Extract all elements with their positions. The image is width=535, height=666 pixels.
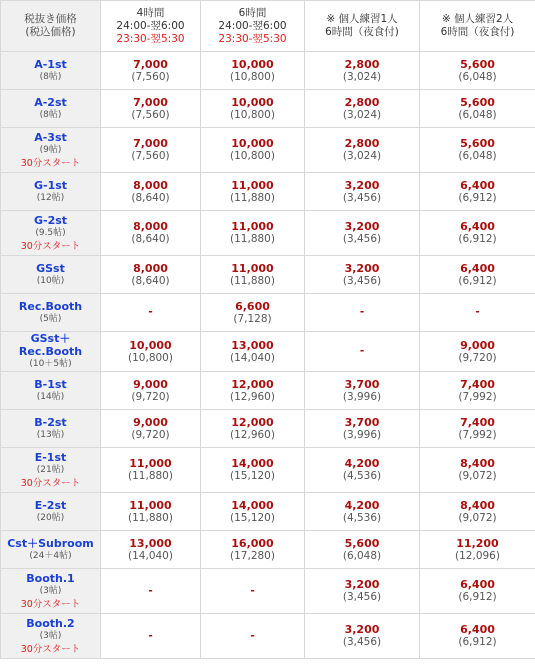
table-row (1, 531, 535, 569)
price-inc-tax: (6,912) (458, 274, 497, 287)
price-cell (201, 410, 305, 448)
price-cell (305, 211, 420, 256)
price-cell (101, 128, 201, 173)
price-inc-tax: (3,996) (342, 428, 382, 441)
room-cell (1, 90, 101, 128)
price-inc-tax: (10,800) (128, 351, 173, 364)
unavailable-mark: - (148, 629, 153, 642)
room-name[interactable]: B-2st (34, 415, 67, 429)
price-cell (305, 493, 420, 531)
price-cell (305, 128, 420, 173)
header-6h (201, 1, 305, 52)
price-cell (420, 614, 535, 659)
room-cell (1, 493, 101, 531)
price-ex-tax: 9,000 (133, 377, 168, 391)
room-cell (1, 211, 101, 256)
unavailable-mark: - (359, 345, 365, 357)
table-row (1, 614, 535, 659)
room-cell (1, 614, 101, 659)
price-inc-tax: (11,880) (128, 511, 173, 524)
price-cell (420, 52, 535, 90)
price-inc-tax: (11,880) (230, 233, 275, 245)
price-cell (201, 332, 305, 372)
price-ex-tax: 2,800 (344, 57, 380, 71)
price-ex-tax: 11,000 (129, 457, 172, 470)
room-cell (1, 52, 101, 90)
price-ex-tax: 3,700 (344, 415, 380, 429)
price-ex-tax: 6,400 (460, 578, 495, 591)
unavailable-mark: - (359, 306, 365, 318)
start-note: 30分スタート (20, 240, 81, 252)
price-cell (101, 256, 201, 294)
price-inc-tax: (9,072) (458, 511, 497, 524)
price-cell (201, 52, 305, 90)
price-inc-tax: (14,040) (230, 351, 275, 364)
price-cell (201, 569, 305, 614)
price-cell (101, 569, 201, 614)
price-ex-tax: 12,000 (231, 415, 274, 429)
price-ex-tax: 5,600 (460, 57, 495, 71)
price-inc-tax: (6,912) (458, 233, 497, 245)
room-size: (12帖) (36, 192, 65, 203)
price-cell (420, 372, 535, 410)
price-cell (420, 493, 535, 531)
price-cell (101, 448, 201, 493)
price-inc-tax: (14,040) (128, 549, 173, 562)
price-cell (101, 52, 201, 90)
room-cell (1, 410, 101, 448)
price-inc-tax: (10,800) (230, 108, 275, 121)
price-ex-tax: 10,000 (231, 137, 274, 150)
price-inc-tax: (11,880) (230, 191, 275, 204)
room-cell (1, 569, 101, 614)
price-inc-tax: (8,640) (131, 233, 170, 245)
price-ex-tax: 10,000 (231, 95, 274, 109)
price-inc-tax: (3,456) (342, 274, 382, 287)
table-row (1, 372, 535, 410)
price-inc-tax: (10,800) (230, 70, 275, 83)
price-cell (101, 410, 201, 448)
header-solo-2-title: ※ 個人練習2人 (441, 13, 514, 25)
price-inc-tax: (7,560) (131, 150, 170, 162)
price-inc-tax: (3,456) (342, 591, 382, 603)
price-inc-tax: (3,996) (342, 390, 382, 403)
price-cell (201, 614, 305, 659)
price-cell (201, 128, 305, 173)
price-inc-tax: (11,880) (128, 470, 173, 482)
price-inc-tax: (7,992) (458, 428, 497, 441)
room-name[interactable]: Booth.2 (26, 616, 75, 630)
price-cell (420, 211, 535, 256)
table-row (1, 294, 535, 332)
room-name[interactable]: A-1st (34, 57, 67, 71)
table-row (1, 128, 535, 173)
header-4h-alt-time: 23:30-翌5:30 (116, 32, 185, 45)
price-cell (101, 372, 201, 410)
room-name[interactable]: G-1st (33, 178, 68, 192)
price-inc-tax: (7,128) (233, 312, 272, 325)
price-inc-tax: (17,280) (230, 549, 275, 562)
room-name[interactable]: E-2st (34, 498, 67, 512)
price-ex-tax: 2,800 (344, 95, 380, 109)
price-cell (305, 173, 420, 211)
room-name[interactable]: Rec.Booth (18, 299, 83, 313)
price-inc-tax: (3,024) (342, 70, 382, 83)
table-row (1, 410, 535, 448)
price-ex-tax: 7,000 (133, 57, 168, 71)
room-cell (1, 332, 101, 372)
room-size: (14帖) (36, 391, 65, 402)
room-size: (20帖) (36, 512, 65, 523)
price-inc-tax: (6,912) (458, 636, 497, 648)
price-cell (101, 90, 201, 128)
price-inc-tax: (12,960) (230, 390, 275, 403)
price-ex-tax: 5,600 (344, 536, 380, 550)
price-inc-tax: (9,072) (458, 470, 497, 482)
price-ex-tax: 6,400 (460, 178, 495, 192)
table-row (1, 52, 535, 90)
room-size: (3帖) (39, 585, 62, 596)
price-inc-tax: (15,120) (230, 511, 275, 524)
price-cell (201, 531, 305, 569)
price-cell (420, 531, 535, 569)
room-cell (1, 128, 101, 173)
price-cell (101, 493, 201, 531)
room-name[interactable]: GSst (36, 261, 65, 275)
price-ex-tax: 13,000 (129, 536, 172, 550)
price-inc-tax: (4,536) (342, 511, 382, 524)
price-ex-tax: 9,000 (133, 415, 168, 429)
price-ex-tax: 11,000 (129, 498, 172, 512)
price-ex-tax: 13,000 (231, 338, 274, 352)
price-cell (305, 90, 420, 128)
price-ex-tax: 4,200 (344, 498, 380, 512)
price-ex-tax: 3,200 (344, 220, 380, 233)
price-ex-tax: 11,200 (456, 536, 499, 550)
price-cell (305, 294, 420, 332)
price-ex-tax: 11,000 (231, 261, 274, 275)
unavailable-mark: - (250, 584, 255, 597)
price-ex-tax: 7,400 (460, 415, 495, 429)
price-inc-tax: (9,720) (131, 390, 170, 403)
table-row (1, 332, 535, 372)
price-cell (101, 531, 201, 569)
header-4h-time: 24:00-翌6:00 (116, 19, 185, 32)
price-inc-tax: (4,536) (342, 470, 382, 482)
price-cell (420, 448, 535, 493)
price-cell (101, 294, 201, 332)
price-cell (201, 448, 305, 493)
room-name[interactable]: Booth.1 (26, 571, 75, 585)
table-row (1, 173, 535, 211)
price-inc-tax: (10,800) (230, 150, 275, 162)
price-ex-tax: 3,700 (344, 377, 380, 391)
price-inc-tax: (3,024) (342, 108, 382, 121)
table-row (1, 211, 535, 256)
price-ex-tax: 5,600 (460, 137, 495, 150)
price-inc-tax: (3,456) (342, 233, 382, 245)
price-cell (201, 493, 305, 531)
price-ex-tax: 3,200 (344, 623, 380, 636)
price-ex-tax: 14,000 (231, 498, 274, 512)
price-cell (305, 52, 420, 90)
price-ex-tax: 14,000 (231, 457, 274, 470)
price-inc-tax: (12,960) (230, 428, 275, 441)
room-size: (5帖) (39, 313, 62, 324)
price-ex-tax: 4,200 (344, 457, 380, 470)
room-size: (13帖) (36, 429, 65, 440)
price-ex-tax: 8,000 (133, 178, 168, 192)
room-size: (21帖) (36, 464, 65, 475)
unavailable-mark: - (148, 306, 153, 318)
price-inc-tax: (6,048) (458, 70, 497, 83)
start-note: 30分スタート (20, 477, 81, 489)
header-solo-1-desc: 6時間（夜食付) (325, 26, 399, 38)
price-inc-tax: (7,560) (131, 108, 170, 121)
start-note: 30分スタート (20, 643, 81, 655)
room-size: (8帖) (39, 109, 62, 120)
room-name[interactable]: E-1st (34, 450, 67, 464)
price-ex-tax: 11,000 (231, 178, 274, 192)
price-inc-tax: (8,640) (131, 274, 170, 287)
room-cell (1, 448, 101, 493)
start-note: 30分スタート (20, 598, 81, 610)
price-ex-tax: 6,400 (460, 220, 495, 233)
room-name[interactable]: Cst＋Subroom (7, 536, 94, 550)
price-inc-tax: (3,456) (342, 191, 382, 204)
price-ex-tax: 6,400 (460, 261, 495, 275)
room-size: (10＋5帖) (29, 359, 72, 369)
price-cell (305, 372, 420, 410)
header-4h (101, 1, 201, 52)
price-ex-tax: 12,000 (231, 377, 274, 391)
room-size: (10帖) (36, 275, 65, 286)
price-cell (201, 372, 305, 410)
table-row (1, 569, 535, 614)
table-row (1, 90, 535, 128)
price-cell (305, 614, 420, 659)
room-name[interactable]: GSst＋Rec.Booth (18, 332, 83, 358)
price-inc-tax: (12,096) (455, 549, 500, 562)
price-ex-tax: 11,000 (231, 220, 274, 233)
price-cell (420, 410, 535, 448)
table-row (1, 256, 535, 294)
price-inc-tax: (6,912) (458, 591, 497, 603)
header-solo-1 (305, 1, 420, 52)
room-cell (1, 294, 101, 332)
header-price-type (1, 1, 101, 52)
price-ex-tax: 10,000 (129, 338, 172, 352)
room-size: (9帖) (39, 144, 62, 155)
header-solo-2-desc: 6時間（夜食付) (440, 26, 515, 38)
price-inc-tax: (7,992) (458, 390, 497, 403)
price-inc-tax: (8,640) (131, 191, 170, 204)
unavailable-mark: - (475, 306, 480, 318)
price-ex-tax: 3,200 (344, 261, 380, 275)
price-inc-tax: (6,048) (342, 549, 382, 562)
price-cell (305, 448, 420, 493)
header-solo-2 (420, 1, 535, 52)
start-note: 30分スタート (20, 157, 81, 169)
price-inc-tax: (9,720) (131, 428, 170, 441)
price-ex-tax: 8,000 (133, 261, 168, 275)
table-row (1, 493, 535, 531)
room-size: (8帖) (39, 71, 62, 82)
price-inc-tax: (9,720) (458, 351, 497, 364)
header-solo-1-title: ※ 個人練習1人 (326, 13, 398, 25)
price-inc-tax: (6,912) (458, 191, 497, 204)
header-6h-title: 6時間 (238, 6, 267, 19)
room-name[interactable]: A-2st (34, 95, 67, 109)
price-ex-tax: 5,600 (460, 95, 495, 109)
price-cell (201, 173, 305, 211)
price-cell (305, 256, 420, 294)
price-cell (101, 332, 201, 372)
price-inc-tax: (7,560) (131, 70, 170, 83)
header-4h-title: 4時間 (136, 6, 165, 19)
room-size: (3帖) (39, 630, 62, 641)
room-cell (1, 372, 101, 410)
price-cell (201, 211, 305, 256)
price-inc-tax: (6,048) (458, 150, 497, 162)
price-cell (101, 173, 201, 211)
price-cell (305, 569, 420, 614)
price-cell (305, 410, 420, 448)
header-6h-alt-time: 23:30-翌5:30 (218, 32, 287, 45)
price-cell (101, 211, 201, 256)
price-ex-tax: 8,000 (133, 220, 168, 233)
room-cell (1, 531, 101, 569)
header-price-label: 税抜き価格 (24, 13, 77, 25)
price-cell (420, 332, 535, 372)
price-cell (420, 128, 535, 173)
price-ex-tax: 16,000 (231, 536, 274, 550)
price-cell (420, 256, 535, 294)
room-size: (9.5帖) (35, 227, 66, 238)
price-ex-tax: 7,000 (133, 95, 168, 109)
header-row (1, 1, 535, 52)
table-row (1, 448, 535, 493)
price-cell (420, 173, 535, 211)
price-ex-tax: 7,000 (133, 137, 168, 150)
room-name[interactable]: B-1st (34, 377, 67, 391)
room-size: (24＋4帖) (29, 550, 72, 561)
price-inc-tax: (3,024) (342, 150, 382, 162)
room-name[interactable]: G-2st (33, 213, 68, 227)
price-cell (420, 90, 535, 128)
price-ex-tax: 9,000 (460, 338, 495, 352)
room-cell (1, 256, 101, 294)
price-ex-tax: 10,000 (231, 57, 274, 71)
price-inc-tax: (15,120) (230, 470, 275, 482)
price-ex-tax: 3,200 (344, 178, 380, 192)
price-ex-tax: 6,600 (235, 299, 270, 313)
price-ex-tax: 3,200 (344, 578, 380, 591)
price-cell (305, 531, 420, 569)
header-tax-label: (税込価格) (25, 26, 76, 38)
price-ex-tax: 6,400 (460, 623, 495, 636)
room-cell (1, 173, 101, 211)
price-inc-tax: (3,456) (342, 636, 382, 648)
price-cell (420, 569, 535, 614)
unavailable-mark: - (250, 629, 255, 642)
price-ex-tax: 8,400 (460, 498, 495, 512)
price-ex-tax: 2,800 (344, 137, 380, 150)
price-cell (101, 614, 201, 659)
price-ex-tax: 8,400 (460, 457, 495, 470)
price-inc-tax: (11,880) (230, 274, 275, 287)
price-cell (201, 90, 305, 128)
unavailable-mark: - (148, 584, 153, 597)
price-cell (305, 332, 420, 372)
room-name[interactable]: A-3st (34, 130, 67, 144)
price-cell (201, 256, 305, 294)
price-cell (201, 294, 305, 332)
price-ex-tax: 7,400 (460, 377, 495, 391)
header-6h-time: 24:00-翌6:00 (218, 19, 287, 32)
price-cell (420, 294, 535, 332)
price-inc-tax: (6,048) (458, 108, 497, 121)
